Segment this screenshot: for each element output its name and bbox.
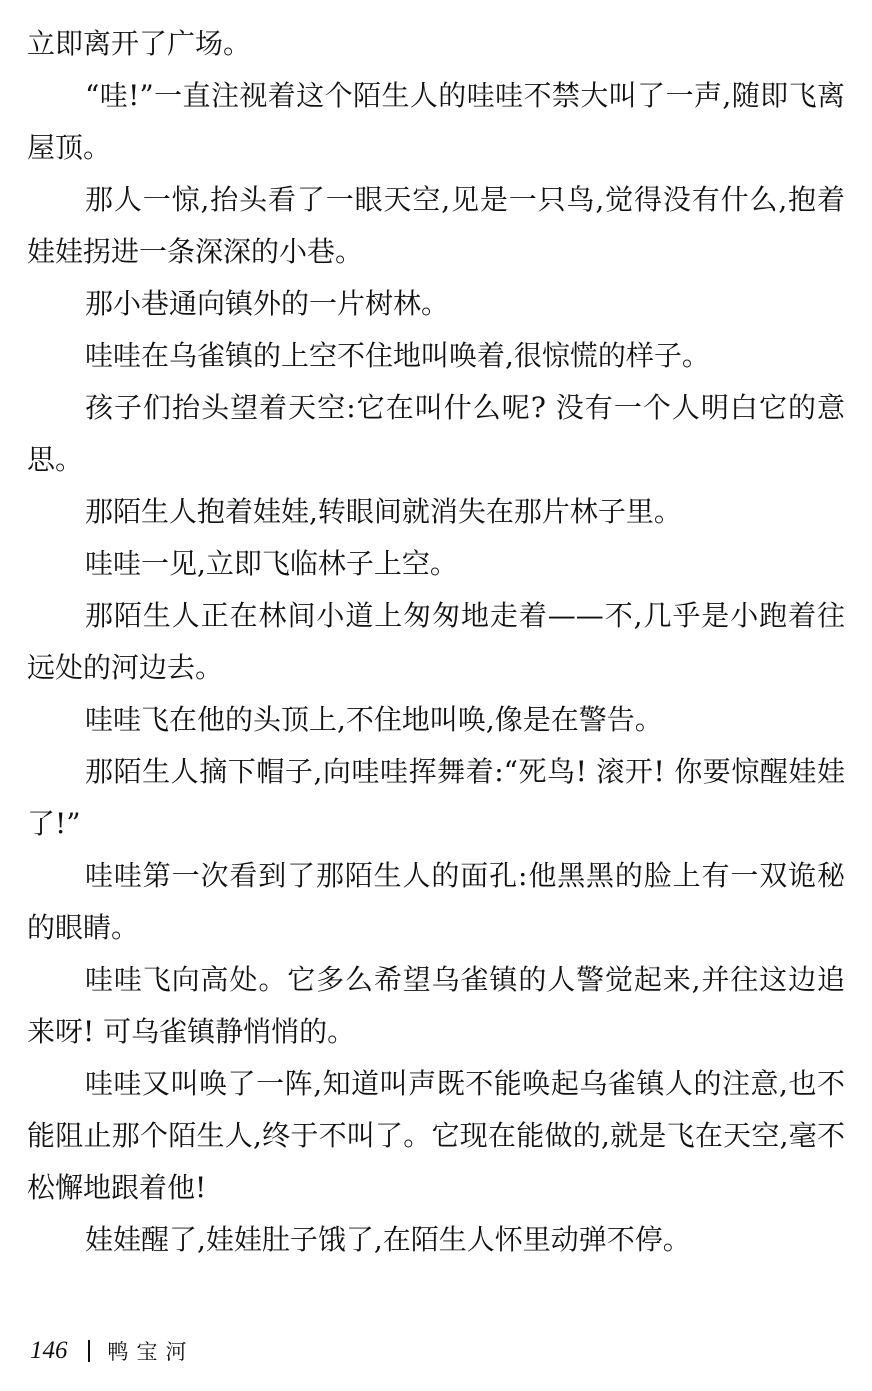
paragraph: 哇哇又叫唤了一阵,知道叫声既不能唤起乌雀镇人的注意,也不能阻止那个陌生人,终于不叫了。它现在能做的,就是飞在天空,毫不松懈地跟着他! xyxy=(27,1067,845,1204)
book-title: 鸭宝河 xyxy=(107,1340,195,1364)
paragraph: 那人一惊,抬头看了一眼天空,见是一只鸟,觉得没有什么,抱着娃娃拐进一条深深的小巷。 xyxy=(27,183,845,268)
paragraph: 立即离开了广场。 xyxy=(27,27,252,60)
paragraph: 娃娃醒了,娃娃肚子饿了,在陌生人怀里动弹不停。 xyxy=(85,1223,691,1256)
paragraph: 哇哇在乌雀镇的上空不住地叫唤着,很惊慌的样子。 xyxy=(85,339,710,372)
paragraph: “哇!”一直注视着这个陌生人的哇哇不禁大叫了一声,随即飞离屋顶。 xyxy=(27,79,845,164)
paragraph: 哇哇一见,立即飞临林子上空。 xyxy=(85,547,458,580)
paragraph: 那小巷通向镇外的一片树林。 xyxy=(85,287,450,320)
paragraph: 孩子们抬头望着天空:它在叫什么呢? 没有一个人明白它的意思。 xyxy=(27,391,845,476)
paragraph: 那陌生人摘下帽子,向哇哇挥舞着:“死鸟! 滚开! 你要惊醒娃娃了!” xyxy=(27,755,845,840)
footer-divider xyxy=(88,1340,90,1362)
paragraph: 那陌生人正在林间小道上匆匆地走着——不,几乎是小跑着往远处的河边去。 xyxy=(27,599,845,684)
page-number: 146 xyxy=(30,1337,68,1364)
paragraph: 哇哇飞向高处。它多么希望乌雀镇的人警觉起来,并往这边追来呀! 可乌雀镇静悄悄的。 xyxy=(27,963,845,1048)
paragraph: 哇哇第一次看到了那陌生人的面孔:他黑黑的脸上有一双诡秘的眼睛。 xyxy=(27,859,845,944)
page-footer xyxy=(30,1331,195,1371)
paragraph: 哇哇飞在他的头顶上,不住地叫唤,像是在警告。 xyxy=(85,703,663,736)
body-text xyxy=(27,18,845,1266)
paragraph: 那陌生人抱着娃娃,转眼间就消失在那片林子里。 xyxy=(85,495,682,528)
